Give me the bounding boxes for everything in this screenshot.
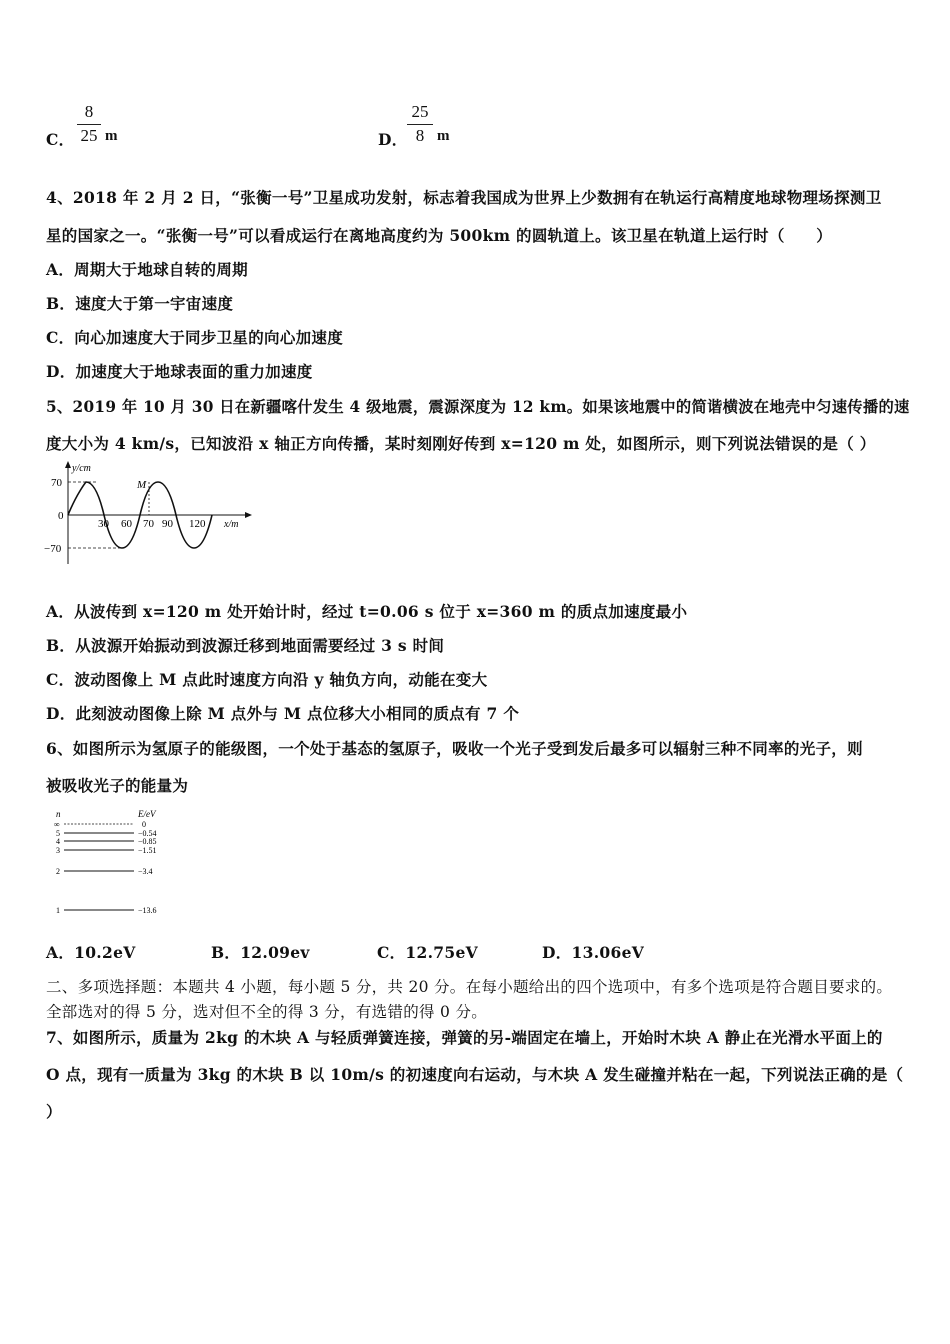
x-tick-60: 60 xyxy=(121,518,132,530)
level-1-energy: −13.6 xyxy=(138,906,157,915)
q3-option-c-label: C． xyxy=(46,130,75,149)
q3-option-c-numerator: 8 xyxy=(84,102,94,121)
q3-option-d-denominator: 8 xyxy=(415,126,425,145)
q3-option-d-numerator: 25 xyxy=(411,102,429,121)
level-3-energy: −1.51 xyxy=(138,846,157,855)
y-axis-arrow-icon xyxy=(65,461,71,468)
q5-option-d: D．此刻波动图像上除 M 点外与 M 点位移大小相同的质点有 7 个 xyxy=(46,704,520,723)
section2-heading-line2: 全部选对的得 5 分，选对但不全的得 3 分，有选错的得 0 分。 xyxy=(46,1003,488,1021)
q6-stem-line1: 6、如图所示为氢原子的能级图，一个处于基态的氢原子，吸收一个光子受到发后最多可以辐射三种不同率的光子，则 xyxy=(46,739,863,758)
level-5-n: 5 xyxy=(56,829,60,838)
level-inf-n: ∞ xyxy=(54,820,60,829)
q7-stem-line1: 7、如图所示，质量为 2kg 的木块 A 与轻质弹簧连接，弹簧的另-端固定在墙上，开始时木块 A 静止在光滑水平面上的 xyxy=(46,1028,883,1047)
q4-option-c: C．向心加速度大于同步卫星的向心加速度 xyxy=(46,328,344,347)
q6-option-a: A．10.2eV xyxy=(46,943,136,962)
q3-option-c-denominator: 25 xyxy=(80,126,98,145)
x-tick-120: 120 xyxy=(189,518,206,530)
y-tick-0: 0 xyxy=(58,510,64,522)
q5-stem-line1: 5、2019 年 10 月 30 日在新疆喀什发生 4 级地震，震源深度为 12 km。如果该地震中的简谐横波在地壳中匀速传播的速 xyxy=(46,397,910,416)
y-axis-label: y/cm xyxy=(72,463,91,474)
section2-heading-line1: 二、多项选择题：本题共 4 小题，每小题 5 分，共 20 分。在每小题给出的四个选项中，有多个选项是符合题目要求的。 xyxy=(46,978,893,996)
q4-stem-line1: 4、2018 年 2 月 2 日，“张衡一号”卫星成功发射，标志着我国成为世界上少数拥有在轨运行高精度地球物理场探测卫 xyxy=(46,188,882,207)
level-1-n: 1 xyxy=(56,906,60,915)
q5-wave-graph xyxy=(38,460,258,570)
q7-stem-line3: ） xyxy=(46,1102,62,1121)
q3-option-c-fraction xyxy=(77,102,101,146)
q4-stem-line2: 星的国家之一。“张衡一号”可以看成运行在离地高度约为 500km 的圆轨道上。该卫星在轨道上运行时（ ） xyxy=(46,226,833,245)
y-tick-70: 70 xyxy=(51,477,62,489)
q6-option-c: C．12.75eV xyxy=(377,943,478,962)
q3-option-d-unit: m xyxy=(437,128,450,144)
level-5-energy: −0.54 xyxy=(138,829,157,838)
level-3-n: 3 xyxy=(56,846,60,855)
q3-option-c-unit: m xyxy=(105,128,118,144)
q5-option-b: B．从波源开始振动到波源迁移到地面需要经过 3 s 时间 xyxy=(46,636,445,655)
y-tick-neg70: −70 xyxy=(44,543,62,555)
level-inf-energy: 0 xyxy=(142,820,146,829)
q4-option-d: D．加速度大于地球表面的重力加速度 xyxy=(46,362,313,381)
level-4-energy: −0.85 xyxy=(138,837,157,846)
point-m-label: M xyxy=(137,479,147,491)
q4-option-b: B．速度大于第一宇宙速度 xyxy=(46,294,234,313)
q5-stem-line2: 度大小为 4 km/s，已知波沿 x 轴正方向传播，某时刻刚好传到 x=120 m 处，如图所示，则下列说法错误的是（ ） xyxy=(46,434,876,453)
q5-option-a: A．从波传到 x=120 m 处开始计时，经过 t=0.06 s 位于 x=360 m 的质点加速度最小 xyxy=(46,602,688,621)
q6-option-b: B．12.09ev xyxy=(211,943,310,962)
x-axis-label: x/m xyxy=(224,519,239,530)
x-axis-arrow-icon xyxy=(245,512,252,518)
x-tick-70: 70 xyxy=(143,518,154,530)
q7-stem-line2: O 点，现有一质量为 3kg 的木块 B 以 10m/s 的初速度向右运动，与木块 A 发生碰撞并粘在一起，下列说法正确的是（ xyxy=(46,1065,904,1084)
fraction-bar xyxy=(77,124,101,125)
q4-option-a: A．周期大于地球自转的周期 xyxy=(46,260,248,279)
fraction-bar xyxy=(407,124,433,125)
level-2-n: 2 xyxy=(56,867,60,876)
x-tick-90: 90 xyxy=(162,518,173,530)
q5-option-c: C．波动图像上 M 点此时速度方向沿 y 轴负方向，动能在变大 xyxy=(46,670,488,689)
q6-stem-line2: 被吸收光子的能量为 xyxy=(46,776,189,795)
x-tick-30: 30 xyxy=(98,518,109,530)
q3-option-d-label: D． xyxy=(378,130,408,149)
n-column-label: n xyxy=(56,809,61,819)
q6-energy-level-diagram xyxy=(50,806,180,924)
level-4-n: 4 xyxy=(56,837,60,846)
energy-column-label: E/eV xyxy=(138,809,156,819)
level-2-energy: −3.4 xyxy=(138,867,153,876)
q6-option-d: D．13.06eV xyxy=(542,943,645,962)
q3-option-d-fraction xyxy=(407,102,433,146)
